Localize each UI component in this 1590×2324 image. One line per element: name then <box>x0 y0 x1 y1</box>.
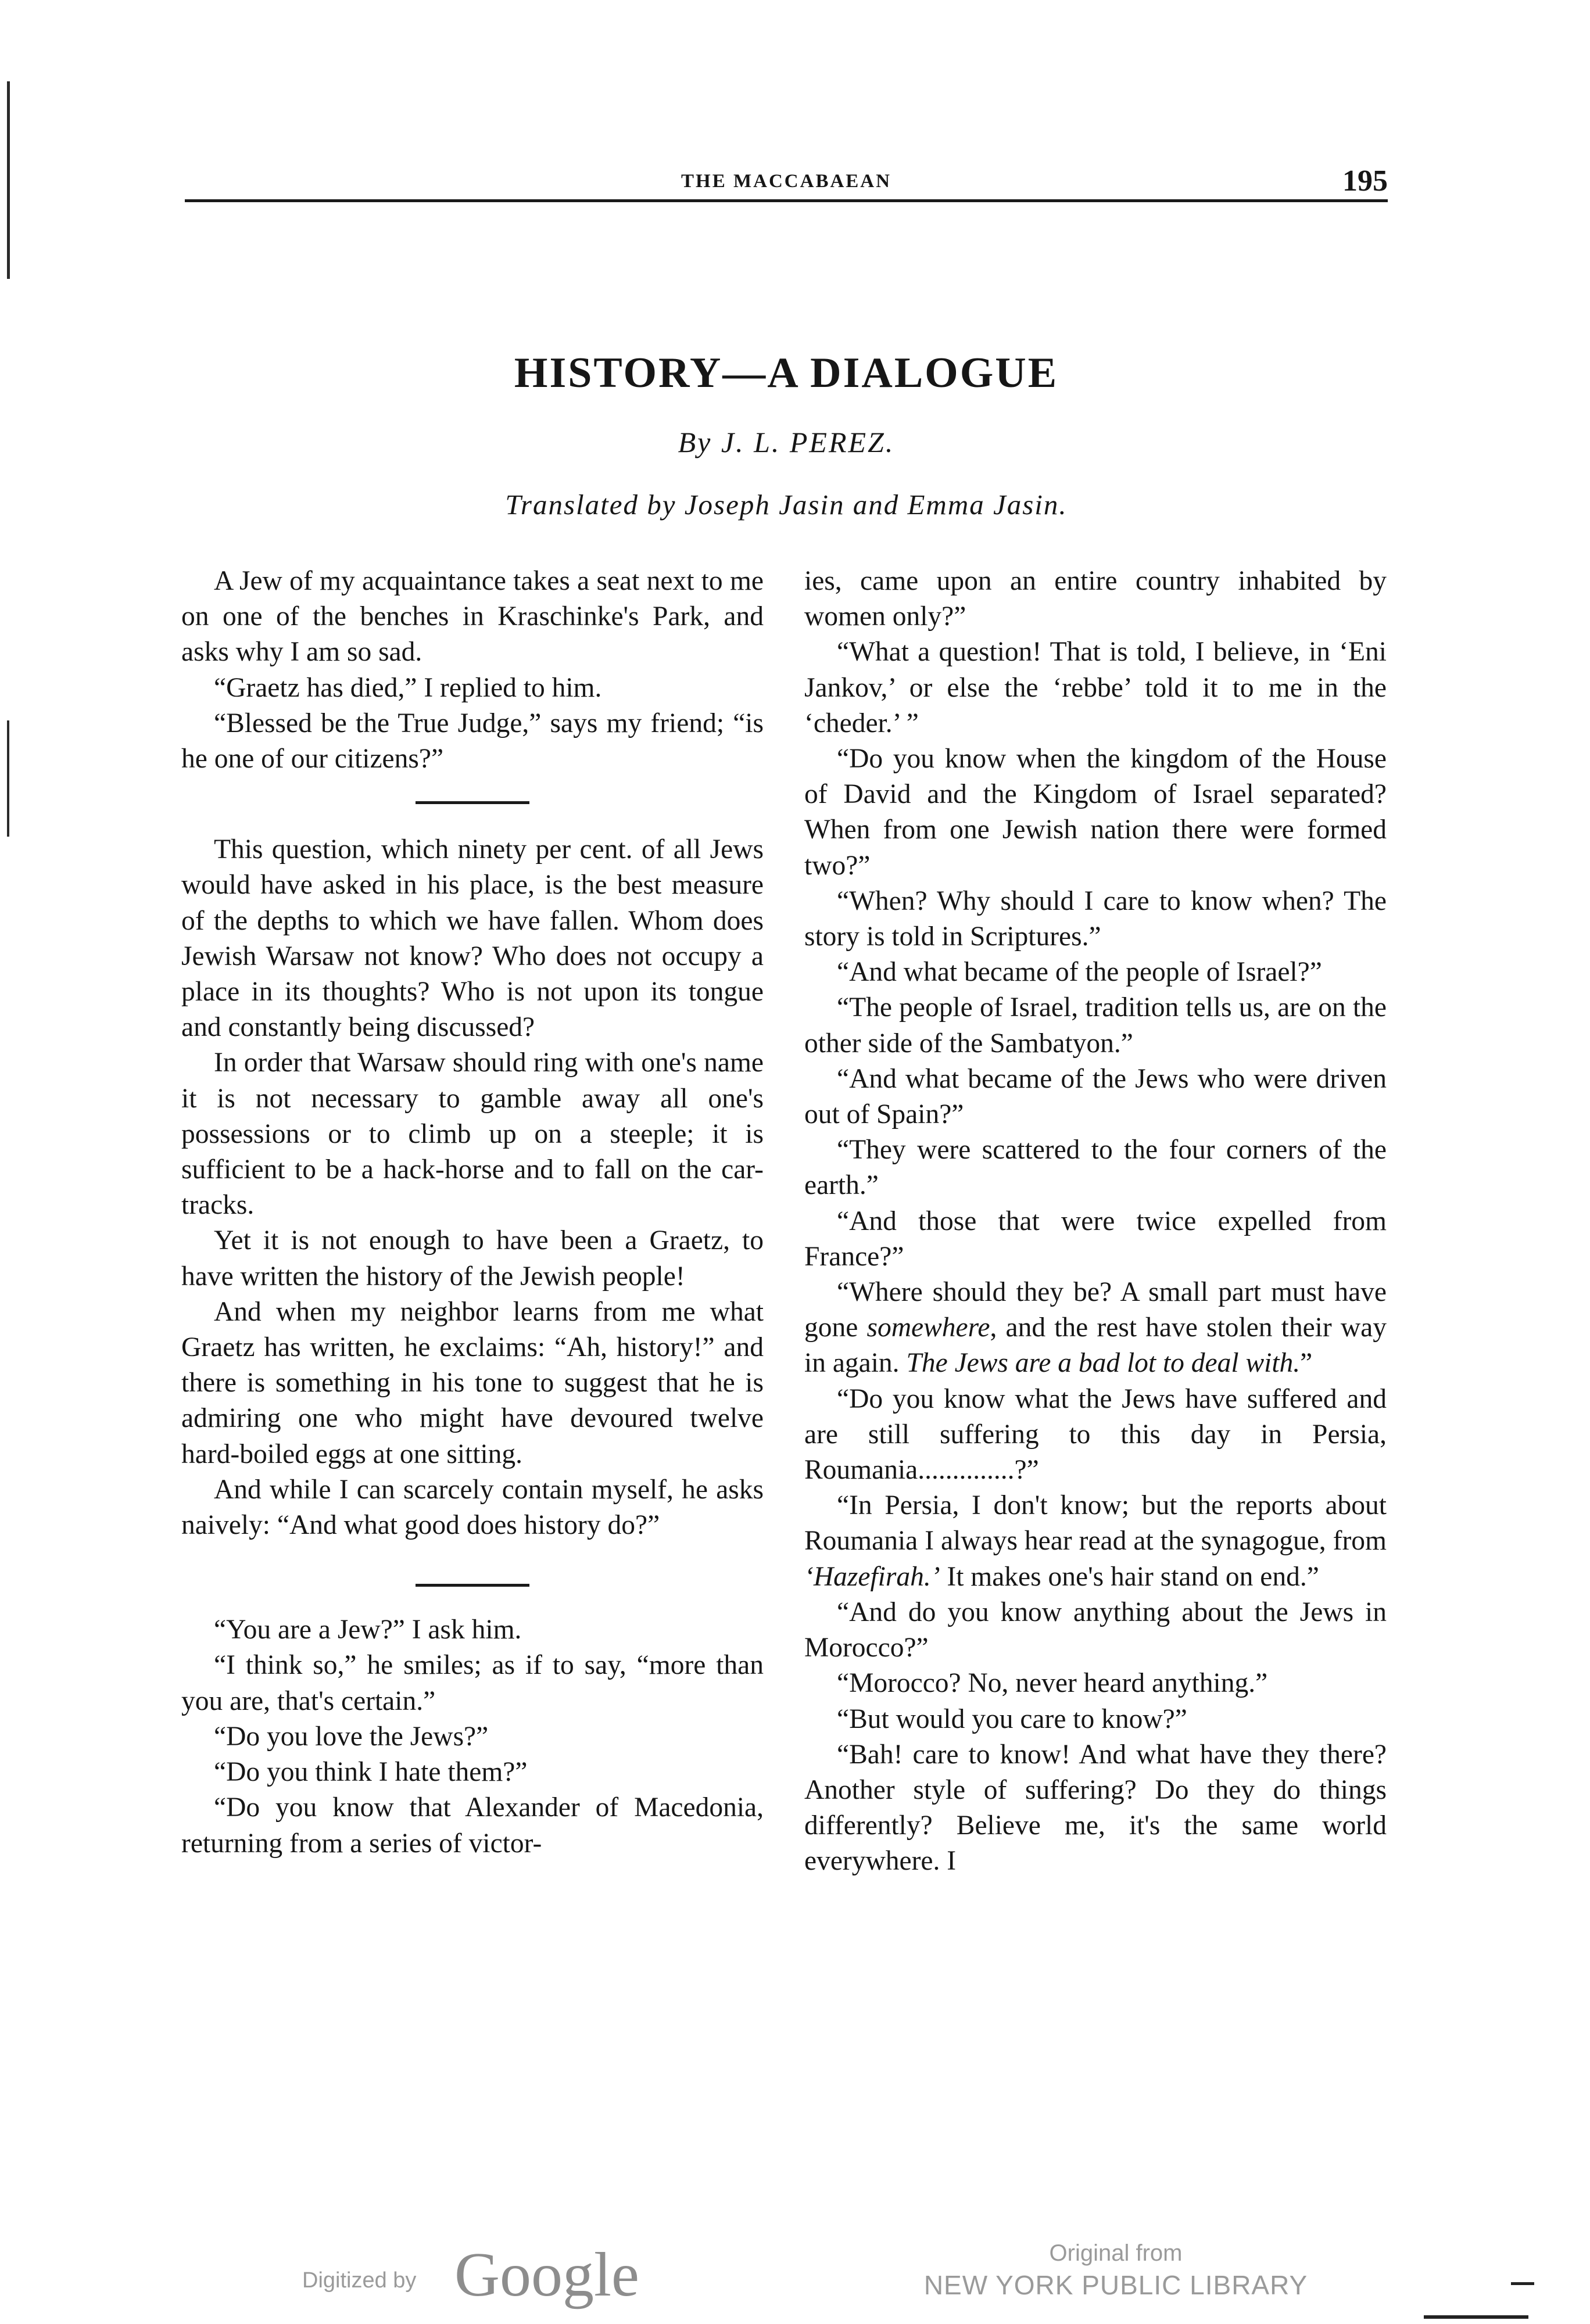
text-run: ” <box>1300 1348 1313 1379</box>
header-rule <box>185 199 1388 202</box>
paragraph: “Do you think I hate them?” <box>214 1757 528 1788</box>
article-title: HISTORY—A DIALOGUE <box>514 349 1059 397</box>
section-divider <box>416 801 529 804</box>
page-number: 195 <box>1342 164 1388 198</box>
article-byline: By J. L. PEREZ. <box>678 426 895 458</box>
italic-run: somewhere <box>866 1312 990 1343</box>
paragraph: “Blessed be the True Judge,” says my friend; “is he one of our citizens?” <box>181 708 764 774</box>
text-run: It makes one's hair stand on end.” <box>940 1561 1319 1592</box>
italic-run: The Jews are a bad lot to deal with. <box>906 1348 1301 1379</box>
paragraph: “And do you know anything about the Jews in Morocco?” <box>804 1597 1387 1663</box>
paragraph: “I think so,” he smiles; as if to say, “more than you are, that's certain.” <box>181 1650 764 1716</box>
paragraph: “And what became of the people of Israel?” <box>837 957 1322 988</box>
paragraph: “And those that were twice expelled from France?” <box>804 1206 1387 1272</box>
paragraph: “What a question! That is told, I believe, in ‘Eni Jankov,’ or else the ‘rebbe’ told it to me in the ‘cheder.’ ” <box>804 637 1387 738</box>
library-name: NEW YORK PUBLIC LIBRARY <box>923 2270 1308 2300</box>
paragraph: “Do you know when the kingdom of the House of David and the Kingdom of Israel separated? When from one Jewish nation there were formed two?” <box>804 744 1387 881</box>
binding-edge-mark-lower <box>7 720 9 837</box>
journal-name: THE MACCABAEAN <box>681 171 891 192</box>
paragraph: “Do you know what the Jews have suffered and are still suffering to this day in Persia, Roumania..............?” <box>804 1383 1387 1486</box>
text-run: , and the rest have stolen their way in again. <box>804 1312 1387 1379</box>
paragraph: Yet it is not enough to have been a Graetz, to have written the history of the Jewish people! <box>181 1225 764 1292</box>
original-from-watermark <box>872 2238 1360 2302</box>
binding-edge-mark <box>7 81 10 279</box>
running-head <box>185 164 1388 198</box>
paragraph: And while I can scarcely contain myself, he asks naively: “And what good does history do?” <box>181 1474 764 1541</box>
paragraph: “But would you care to know?” <box>837 1703 1187 1734</box>
paragraph: A Jew of my acquaintance takes a seat next to me on one of the benches in Kraschinke's Park, and asks why I am so sad. <box>181 566 764 668</box>
paragraph: “Do you know that Alexander of Macedonia, returning from a series of victor- <box>181 1792 764 1859</box>
paragraph: “And what became of the Jews who were driven out of Spain?” <box>804 1063 1387 1130</box>
paragraph: And when my neighbor learns from me what Graetz has written, he exclaims: “Ah, history!” and there is something in his tone to suggest that he is admiring one who might have devoured twelve hard-boiled eggs at one sitting. <box>181 1296 764 1469</box>
paragraph: ies, came upon an entire country inhabited by women only?” <box>804 566 1387 632</box>
article-translators: Translated by Joseph Jasin and Emma Jasin. <box>505 489 1068 521</box>
paragraph: “Bah! care to know! And what have they there? Another style of suffering? Do they do things differently? Believe me, it's the same world everywhere. I <box>804 1739 1387 1877</box>
paragraph: “They were scattered to the four corners of the earth.” <box>804 1135 1387 1201</box>
text-run: “In Persia, I don't know; but the reports about Roumania I always hear read at the synagogue, from <box>804 1490 1387 1556</box>
left-column <box>181 564 764 1862</box>
edge-mark <box>1424 2315 1528 2319</box>
italic-run: ‘Hazefirah.’ <box>804 1561 940 1592</box>
paragraph: “The people of Israel, tradition tells us, are on the other side of the Sambatyon.” <box>804 992 1387 1059</box>
paragraph: “When? Why should I care to know when? The story is told in Scriptures.” <box>804 885 1387 952</box>
google-logo: Google <box>454 2240 639 2309</box>
paragraph <box>804 1488 1387 1595</box>
paragraph: In order that Warsaw should ring with one's name it is not necessary to gamble away all one's possessions or to climb up on a steeple; it is sufficient to be a hack-horse and to fall on the car-tracks. <box>181 1048 764 1221</box>
original-from-label: Original from <box>1049 2240 1183 2266</box>
edge-mark <box>1511 2282 1534 2285</box>
paragraph: “Do you love the Jews?” <box>214 1721 489 1752</box>
right-column <box>804 564 1387 1880</box>
section-divider <box>416 1584 529 1587</box>
paragraph <box>804 1275 1387 1382</box>
text-run: “Where should they be? A small part must have gone <box>804 1277 1387 1343</box>
paragraph: “Morocco? No, never heard anything.” <box>837 1668 1268 1699</box>
paragraph: This question, which ninety per cent. of all Jews would have asked in his place, is the best measure of the depths to which we have fallen. Whom does Jewish Warsaw not know? Who does not occupy a place in its thoughts? Who is not upon its tongue and constantly being discussed? <box>181 834 764 1043</box>
paragraph: “You are a Jew?” I ask him. <box>214 1615 522 1645</box>
digitized-by-label: Digitized by <box>302 2268 417 2293</box>
paragraph: “Graetz has died,” I replied to him. <box>214 672 602 703</box>
